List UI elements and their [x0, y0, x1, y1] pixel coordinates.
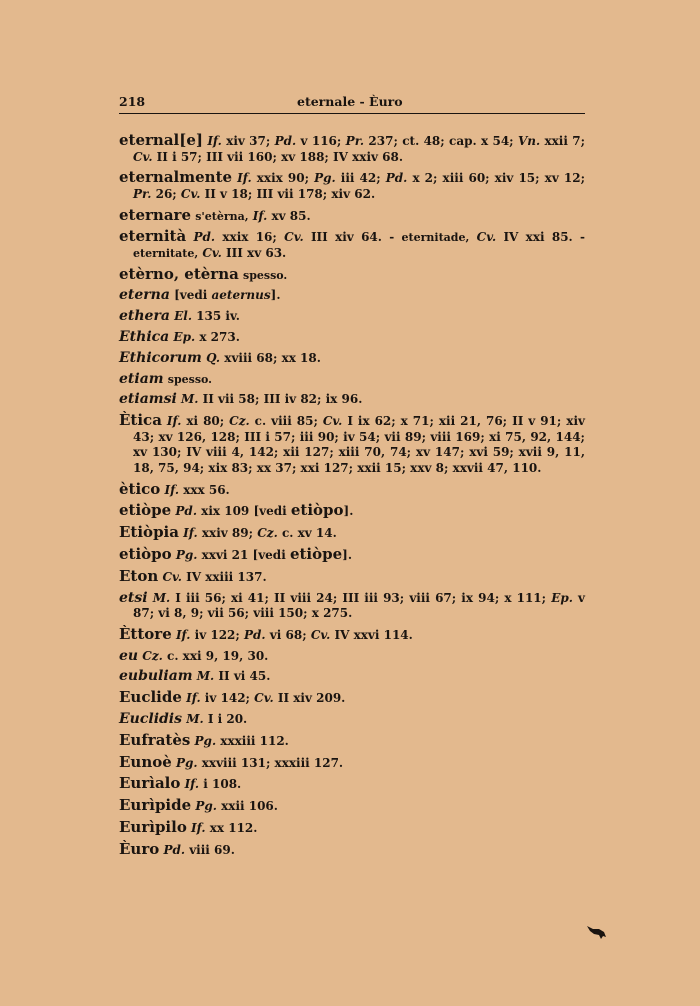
- entry-references: If. i 108.: [184, 777, 242, 792]
- entry-references: If. xxiv 89; Cz. c. xv 14.: [183, 526, 337, 541]
- entry-references: Cz. c. xxi 9, 19, 30.: [142, 648, 269, 663]
- dictionary-entry: [119, 820, 585, 837]
- dictionary-entry: [119, 288, 585, 304]
- entry-headword: eterna: [119, 287, 170, 304]
- dictionary-entry: [119, 309, 585, 325]
- dictionary-entry: [119, 264, 585, 284]
- entry-headword: Eurìpilo: [119, 818, 187, 837]
- header-rule: [119, 113, 585, 114]
- entry-headword: etiam: [119, 370, 164, 387]
- dictionary-entry: [119, 372, 585, 388]
- dictionary-entry: [119, 712, 585, 728]
- dictionary-entry: [119, 544, 585, 564]
- entry-references: Pg. xxviii 131; xxxiii 127.: [175, 755, 344, 770]
- entry-references: M. II vii 58; III iv 82; ix 96.: [180, 392, 363, 407]
- entry-headword: Eton: [119, 566, 159, 585]
- entry-headword: Ethica: [119, 329, 170, 346]
- entry-references: El. 135 iv.: [174, 309, 240, 324]
- entry-headword: Eunoè: [119, 752, 172, 771]
- dictionary-entry: [119, 170, 585, 202]
- entry-headword: etiamsi: [119, 391, 177, 408]
- entry-references: Pg. xxii 106.: [195, 799, 278, 814]
- dictionary-entry: [119, 205, 585, 225]
- entry-references: If. xi 80; Cz. c. viii 85; Cv. I ix 62; x 71; xii 21, 76; II v 91; xiv 43; xv 126, 128; III i 57; iii 90; iv 54; vii 89; viii 169; xi 75, 92, 144; xv 130; IV viii 4, 142; xii 127; xiii 70, 74; xv 147; xvi 59; xvii 9, 11, 18, 75, 94; xix 83; xx 37; xxi 127; xxii 15; xxv 8; xxvii 47, 110.: [133, 414, 585, 475]
- dictionary-entry: [119, 525, 585, 542]
- dictionary-entry: [119, 669, 585, 685]
- entry-references: Pg. xxxiii 112.: [194, 733, 289, 748]
- dictionary-entry: [119, 330, 585, 346]
- entry-references: If. xx 112.: [191, 821, 258, 836]
- dictionary-entry: [119, 591, 585, 622]
- entry-references: M. II vi 45.: [196, 669, 271, 684]
- page-header: [119, 94, 585, 112]
- entry-headword: ètico: [119, 479, 161, 498]
- entry-headword: Euclide: [119, 688, 182, 707]
- entry-headword: etiòpo: [119, 544, 172, 563]
- entry-headword: eternare: [119, 205, 191, 224]
- entry-headword: Èttore: [119, 624, 172, 643]
- dictionary-entry: [119, 839, 585, 859]
- entry-references: Pd. xix 109 [vedi etiòpo].: [175, 501, 354, 520]
- dictionary-entry: [119, 413, 585, 476]
- dictionary-page: [119, 94, 586, 858]
- entry-references: Q. xviii 68; xx 18.: [206, 350, 321, 365]
- dictionary-entry: [119, 133, 585, 165]
- dictionary-entry: [119, 479, 585, 499]
- entry-references: Pd. viii 69.: [163, 842, 235, 857]
- dictionary-entry: [119, 229, 585, 261]
- dictionary-entry: [119, 624, 585, 644]
- entry-references: If. xxx 56.: [164, 482, 230, 497]
- entry-references: If. xiv 37; Pd. v 116; Pr. 237; ct. 48; cap. x 54; Vn. xxii 7; Cv. II i 57; III vii 160; xv 188; IV xxiv 68.: [133, 134, 586, 164]
- entry-headword: Ètica: [119, 411, 162, 430]
- entry-references: M. I iii 56; xi 41; II viii 24; III iii 93; viii 67; ix 94; x 111; Ep. v 87; vi 8, 9; vii 56; viii 150; x 275.: [133, 590, 585, 621]
- entry-headword: eternalmente: [119, 168, 233, 187]
- entry-headword: eternità: [119, 227, 187, 246]
- entry-headword: eternal[e]: [119, 131, 203, 149]
- entry-headword: etiòpe: [119, 501, 172, 520]
- dictionary-entry: [119, 798, 585, 815]
- dictionary-entry: [119, 503, 585, 520]
- entry-headword: Eurìalo: [119, 774, 181, 793]
- entry-headword: Euclidis: [119, 711, 182, 728]
- entry-headword: Ethicorum: [119, 349, 202, 366]
- dictionary-entry: [119, 690, 585, 707]
- entry-headword: ethera: [119, 308, 170, 325]
- dictionary-entry: [119, 776, 585, 793]
- entry-headword: eu: [119, 647, 139, 664]
- entry-list: [119, 133, 585, 864]
- entry-references: If. iv 142; Cv. II xiv 209.: [186, 691, 346, 706]
- dictionary-entry: [119, 392, 585, 408]
- entry-headword: etsi: [119, 589, 148, 606]
- entry-references: Ep. x 273.: [173, 330, 240, 345]
- entry-references: M. I i 20.: [186, 712, 248, 727]
- entry-headword: etèrno, etèrna: [119, 264, 239, 283]
- dictionary-entry: [119, 730, 585, 750]
- entry-headword: Eufratès: [119, 730, 191, 749]
- dictionary-entry: [119, 351, 585, 367]
- dictionary-entry: [119, 752, 585, 772]
- entry-references: If. xxix 90; Pg. iii 42; Pd. x 2; xiii 60; xiv 15; xv 12; Pr. 26; Cv. II v 18; III vii 178; xiv 62.: [133, 171, 586, 201]
- entry-references: Pd. xxix 16; Cv. III xiv 64. - eternitade, Cv. IV xxi 85. - eternitate, Cv. III xv 63.: [133, 230, 585, 260]
- entry-headword: eubuliam: [119, 668, 193, 685]
- entry-references: s'etèrna, If. xv 85.: [195, 208, 311, 223]
- entry-references: If. iv 122; Pd. vi 68; Cv. IV xxvi 114.: [175, 627, 413, 642]
- entry-references: spesso.: [243, 268, 288, 282]
- running-title: eternale - Èuro: [297, 94, 403, 109]
- entry-headword: Etiòpia: [119, 523, 179, 542]
- entry-headword: Èuro: [119, 839, 160, 858]
- entry-references: Cv. IV xxiii 137.: [162, 569, 267, 584]
- hand-ornament-icon: [585, 920, 609, 944]
- entry-references: Pg. xxvi 21 [vedi etiòpe].: [175, 544, 353, 563]
- dictionary-entry: [119, 566, 585, 586]
- page-number: 218: [119, 94, 146, 109]
- entry-headword: Eurìpide: [119, 796, 192, 815]
- entry-references: [vedi aeternus].: [169, 288, 281, 303]
- dictionary-entry: [119, 649, 585, 665]
- entry-references: spesso.: [167, 372, 213, 386]
